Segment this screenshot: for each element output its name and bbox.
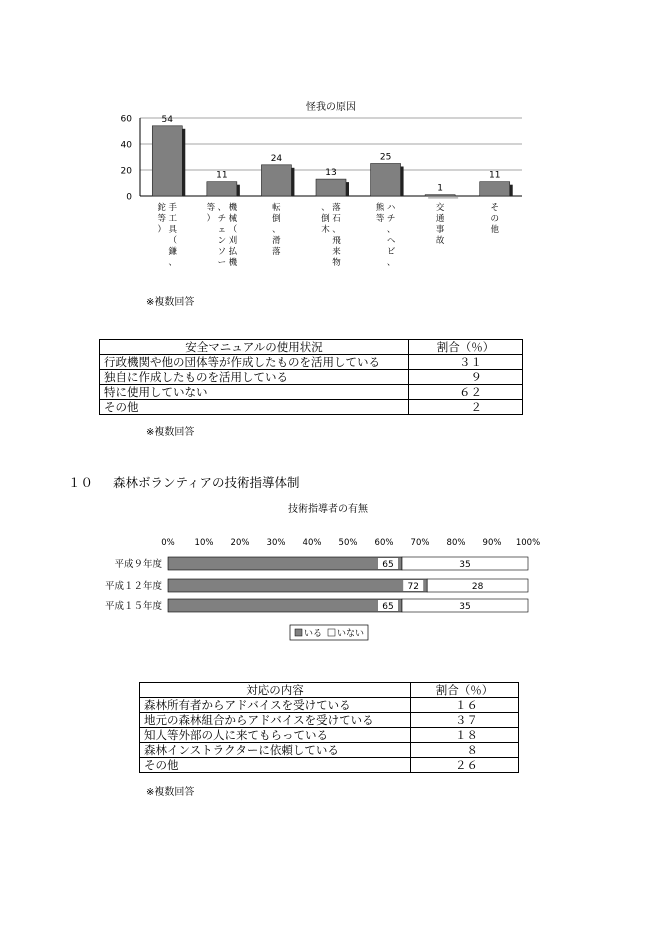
data-label: 65 [382,560,394,570]
svg-text:通: 通 [435,214,445,224]
svg-text:鎌: 鎌 [168,247,178,257]
manual-table-note: ※複数回答 [146,427,195,438]
data-label: 28 [471,582,484,592]
svg-text:（: （ [228,225,238,235]
header-cell: 安全マニュアルの使用状況 [100,340,409,355]
row-value: ３７ [411,713,519,728]
bar [371,164,401,197]
x-tick-label: 60% [374,538,394,548]
x-tick-label: 50% [338,538,358,548]
svg-text:来: 来 [332,247,341,257]
data-label: 11 [216,170,228,181]
row-value: ６２ [409,385,523,400]
svg-text:他: 他 [490,225,499,235]
x-tick-label [490,203,499,235]
svg-text:飛: 飛 [332,236,341,246]
row-label: 独自に作成したものを活用している [100,370,409,385]
table-header-row [100,340,523,355]
bar [316,179,346,196]
svg-text:手: 手 [168,203,178,213]
row-value: ２６ [411,758,519,773]
x-tick-label: 90% [482,538,502,548]
injury-chart-note: ※複数回答 [146,297,195,308]
svg-text:落: 落 [332,203,341,213]
x-tick-label: 100% [515,538,541,548]
svg-text:落: 落 [272,247,281,257]
svg-text:ェ: ェ [217,225,227,235]
svg-text:等: 等 [375,214,385,224]
row-value: ８ [411,743,519,758]
header-cell: 割合（％） [409,340,523,355]
chart-title: 技術指導者の有無 [288,504,368,515]
svg-text:、: 、 [272,225,281,235]
svg-text:物: 物 [332,258,341,268]
svg-text:払: 払 [228,247,238,257]
legend-label: いる [304,629,323,639]
svg-text:転: 転 [272,203,281,213]
svg-text:倒: 倒 [321,214,330,224]
x-tick-label: 30% [266,538,286,548]
table-row [140,743,519,758]
bar-segment-present [168,557,402,570]
row-value: ２ [409,400,523,415]
legend-label: いない [337,629,365,639]
svg-text:）: ） [157,225,167,235]
data-label: 11 [488,170,501,181]
bar [207,182,237,196]
row-label: 森林所有者からアドバイスを受けている [140,698,411,713]
y-category-label: 平成１５年度 [104,601,162,612]
row-value: ３１ [409,355,523,370]
row-label: その他 [100,400,409,415]
instructor-chart [0,495,654,650]
table-row [100,385,523,400]
legend-swatch-absent [328,629,335,636]
y-tick-label: 20 [120,166,132,177]
row-label: その他 [140,758,411,773]
data-label: 54 [161,114,174,125]
header-cell: 対応の内容 [140,683,411,698]
svg-text:交: 交 [435,203,445,213]
svg-text:、: 、 [386,258,396,268]
svg-text:）: ） [206,214,216,224]
svg-text:倒: 倒 [272,214,281,224]
injury-cause-chart [0,0,654,320]
svg-text:、: 、 [386,225,396,235]
legend-swatch-present [295,629,302,636]
svg-text:故: 故 [435,236,445,246]
svg-text:機: 機 [228,203,238,213]
header-cell: 割合（％） [411,683,519,698]
data-label: 13 [325,168,337,179]
section-heading [68,473,300,491]
x-tick-label: 70% [410,538,430,548]
x-tick-label: 20% [230,538,250,548]
data-label: 35 [459,560,471,570]
row-label: 特に使用していない [100,385,409,400]
table-header-row [140,683,519,698]
section-title: 森林ボランティアの技術指導体制 [112,475,300,490]
row-label: 森林インストラクターに依頼している [140,743,411,758]
x-tick-label: 10% [194,538,214,548]
svg-text:の: の [490,214,499,224]
svg-text:械: 械 [228,214,238,224]
x-tick-label [207,202,238,268]
x-tick-label: 80% [446,538,466,548]
row-value: １８ [411,728,519,743]
bar-shadow [428,198,458,199]
svg-text:木: 木 [321,225,330,235]
row-value: １６ [411,698,519,713]
svg-text:（: （ [168,236,178,246]
row-value: ９ [409,370,523,385]
bar-segment-present [168,599,402,612]
data-label: 35 [459,602,471,612]
data-label: 24 [270,153,283,164]
row-label: 知人等外部の人に来てもらっている [140,728,411,743]
svg-text:ヘ: ヘ [386,236,396,246]
bar [425,195,455,196]
y-tick-label: 60 [120,114,132,125]
svg-text:ビ: ビ [386,247,396,257]
svg-text:鉈: 鉈 [157,203,167,213]
y-tick-label: 40 [120,140,132,151]
svg-text:機: 機 [228,258,238,268]
chart-title: 怪我の原因 [306,102,356,113]
x-tick-label [376,202,396,268]
svg-text:ン: ン [217,236,227,246]
table-row [140,758,519,773]
svg-text:具: 具 [168,225,178,235]
table-row [140,698,519,713]
bar-segment-present [168,579,427,592]
y-tick-label: 0 [126,192,132,203]
svg-text:ハ: ハ [386,203,396,213]
svg-text:チ: チ [386,214,396,224]
row-label: 地元の森林組合からアドバイスを受けている [140,713,411,728]
svg-text:滑: 滑 [272,236,281,246]
svg-text:、: 、 [217,203,227,213]
svg-text:ー: ー [217,258,227,268]
section-number: １０ [68,475,94,490]
svg-text:、: 、 [321,203,330,213]
table-row [100,355,523,370]
x-tick-label [272,202,281,257]
bar [261,165,291,196]
data-label: 65 [382,602,394,612]
svg-text:石: 石 [332,214,341,224]
table-row [140,728,519,743]
svg-text:そ: そ [490,203,499,213]
svg-text:等: 等 [157,214,167,224]
table-row [100,370,523,385]
svg-text:、: 、 [168,258,178,268]
svg-text:ソ: ソ [217,247,227,257]
svg-text:熊: 熊 [375,203,385,213]
x-tick-label: 40% [302,538,322,548]
support-table-note: ※複数回答 [146,787,195,798]
table-row [100,400,523,415]
data-label: 1 [437,183,444,194]
svg-text:工: 工 [168,214,178,224]
y-category-label: 平成１２年度 [104,581,162,592]
x-tick-label: 0% [161,538,175,548]
x-tick-label [158,202,178,268]
bar [480,182,510,196]
x-tick-label [436,202,445,246]
svg-text:等: 等 [206,203,216,213]
y-category-label: 平成９年度 [114,559,162,570]
svg-text:、: 、 [332,225,341,235]
table-row [140,713,519,728]
data-label: 25 [379,152,392,163]
support-content-table [139,682,519,773]
row-label: 行政機関や他の団体等が作成したものを活用している [100,355,409,370]
svg-text:事: 事 [435,225,445,235]
data-label: 72 [407,582,419,592]
svg-text:刈: 刈 [228,236,238,246]
manual-usage-table [99,339,523,415]
svg-text:チ: チ [217,214,227,224]
bar [152,126,182,196]
x-tick-label [321,202,341,268]
